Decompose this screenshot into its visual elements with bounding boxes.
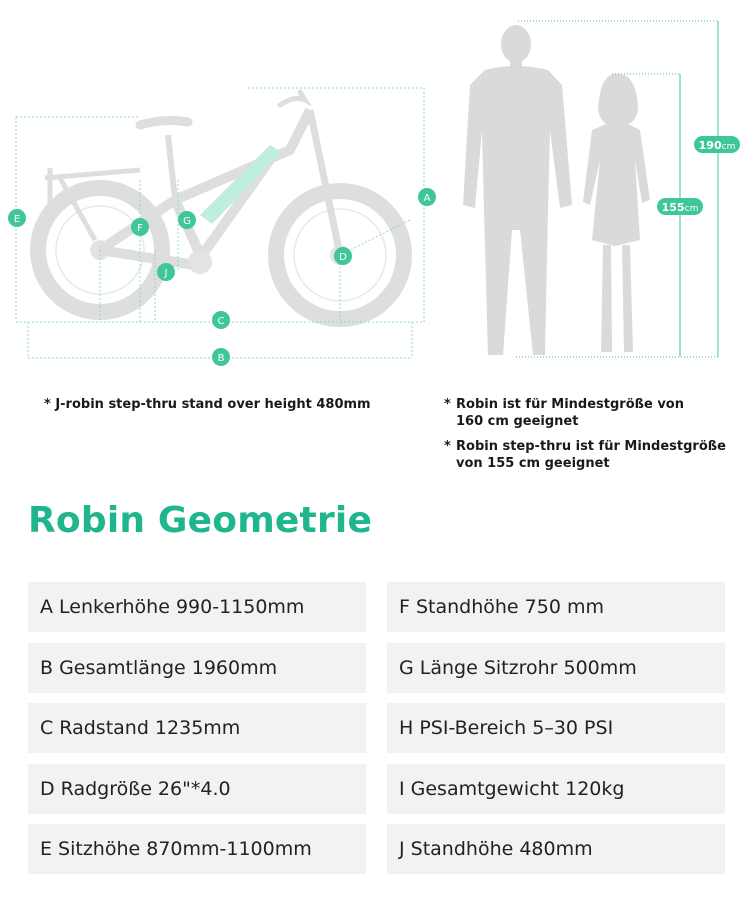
spec-a: A Lenkerhöhe 990-1150mm xyxy=(28,582,366,632)
note-min-height-step-thru: * Robin step-thru ist für Mindestgröße von 155 cm geeignet xyxy=(444,439,726,471)
spec-b: B Gesamtlänge 1960mm xyxy=(28,643,366,693)
svg-text:190cm: 190cm xyxy=(698,139,736,152)
page-title: Robin Geometrie xyxy=(28,500,373,541)
marker-f xyxy=(131,218,149,236)
svg-text:F: F xyxy=(137,223,143,234)
spec-j: J Standhöhe 480mm xyxy=(387,824,725,874)
height-male-badge xyxy=(694,136,740,153)
svg-text:G: G xyxy=(183,216,191,227)
svg-text:J: J xyxy=(164,268,168,279)
spec-g: G Länge Sitzrohr 500mm xyxy=(387,643,725,693)
svg-text:D: D xyxy=(339,252,347,263)
svg-text:E: E xyxy=(13,214,21,225)
marker-a xyxy=(418,188,436,206)
height-female-badge xyxy=(657,198,703,215)
spec-c: C Radstand 1235mm xyxy=(28,703,366,753)
note-step-thru-height: * J-robin step-thru stand over height 480mm xyxy=(44,397,371,412)
svg-text:155cm: 155cm xyxy=(661,201,699,214)
marker-e xyxy=(8,209,26,227)
svg-text:A: A xyxy=(423,193,431,204)
marker-j xyxy=(157,263,175,281)
spec-h: H PSI-Bereich 5–30 PSI xyxy=(387,703,725,753)
spec-f: F Standhöhe 750 mm xyxy=(387,582,725,632)
svg-text:C: C xyxy=(217,316,225,327)
male-silhouette xyxy=(463,25,572,355)
marker-d xyxy=(334,247,352,265)
note-min-height-robin: * Robin ist für Mindestgröße von 160 cm geeignet xyxy=(444,397,684,429)
spec-d: D Radgröße 26"*4.0 xyxy=(28,764,366,814)
bike-geometry-diagram xyxy=(0,0,750,385)
marker-c xyxy=(212,311,230,329)
spec-e: E Sitzhöhe 870mm-1100mm xyxy=(28,824,366,874)
female-silhouette xyxy=(583,74,650,352)
marker-b xyxy=(212,348,230,366)
svg-text:B: B xyxy=(217,353,225,364)
marker-g xyxy=(178,211,196,229)
spec-i: I Gesamtgewicht 120kg xyxy=(387,764,725,814)
